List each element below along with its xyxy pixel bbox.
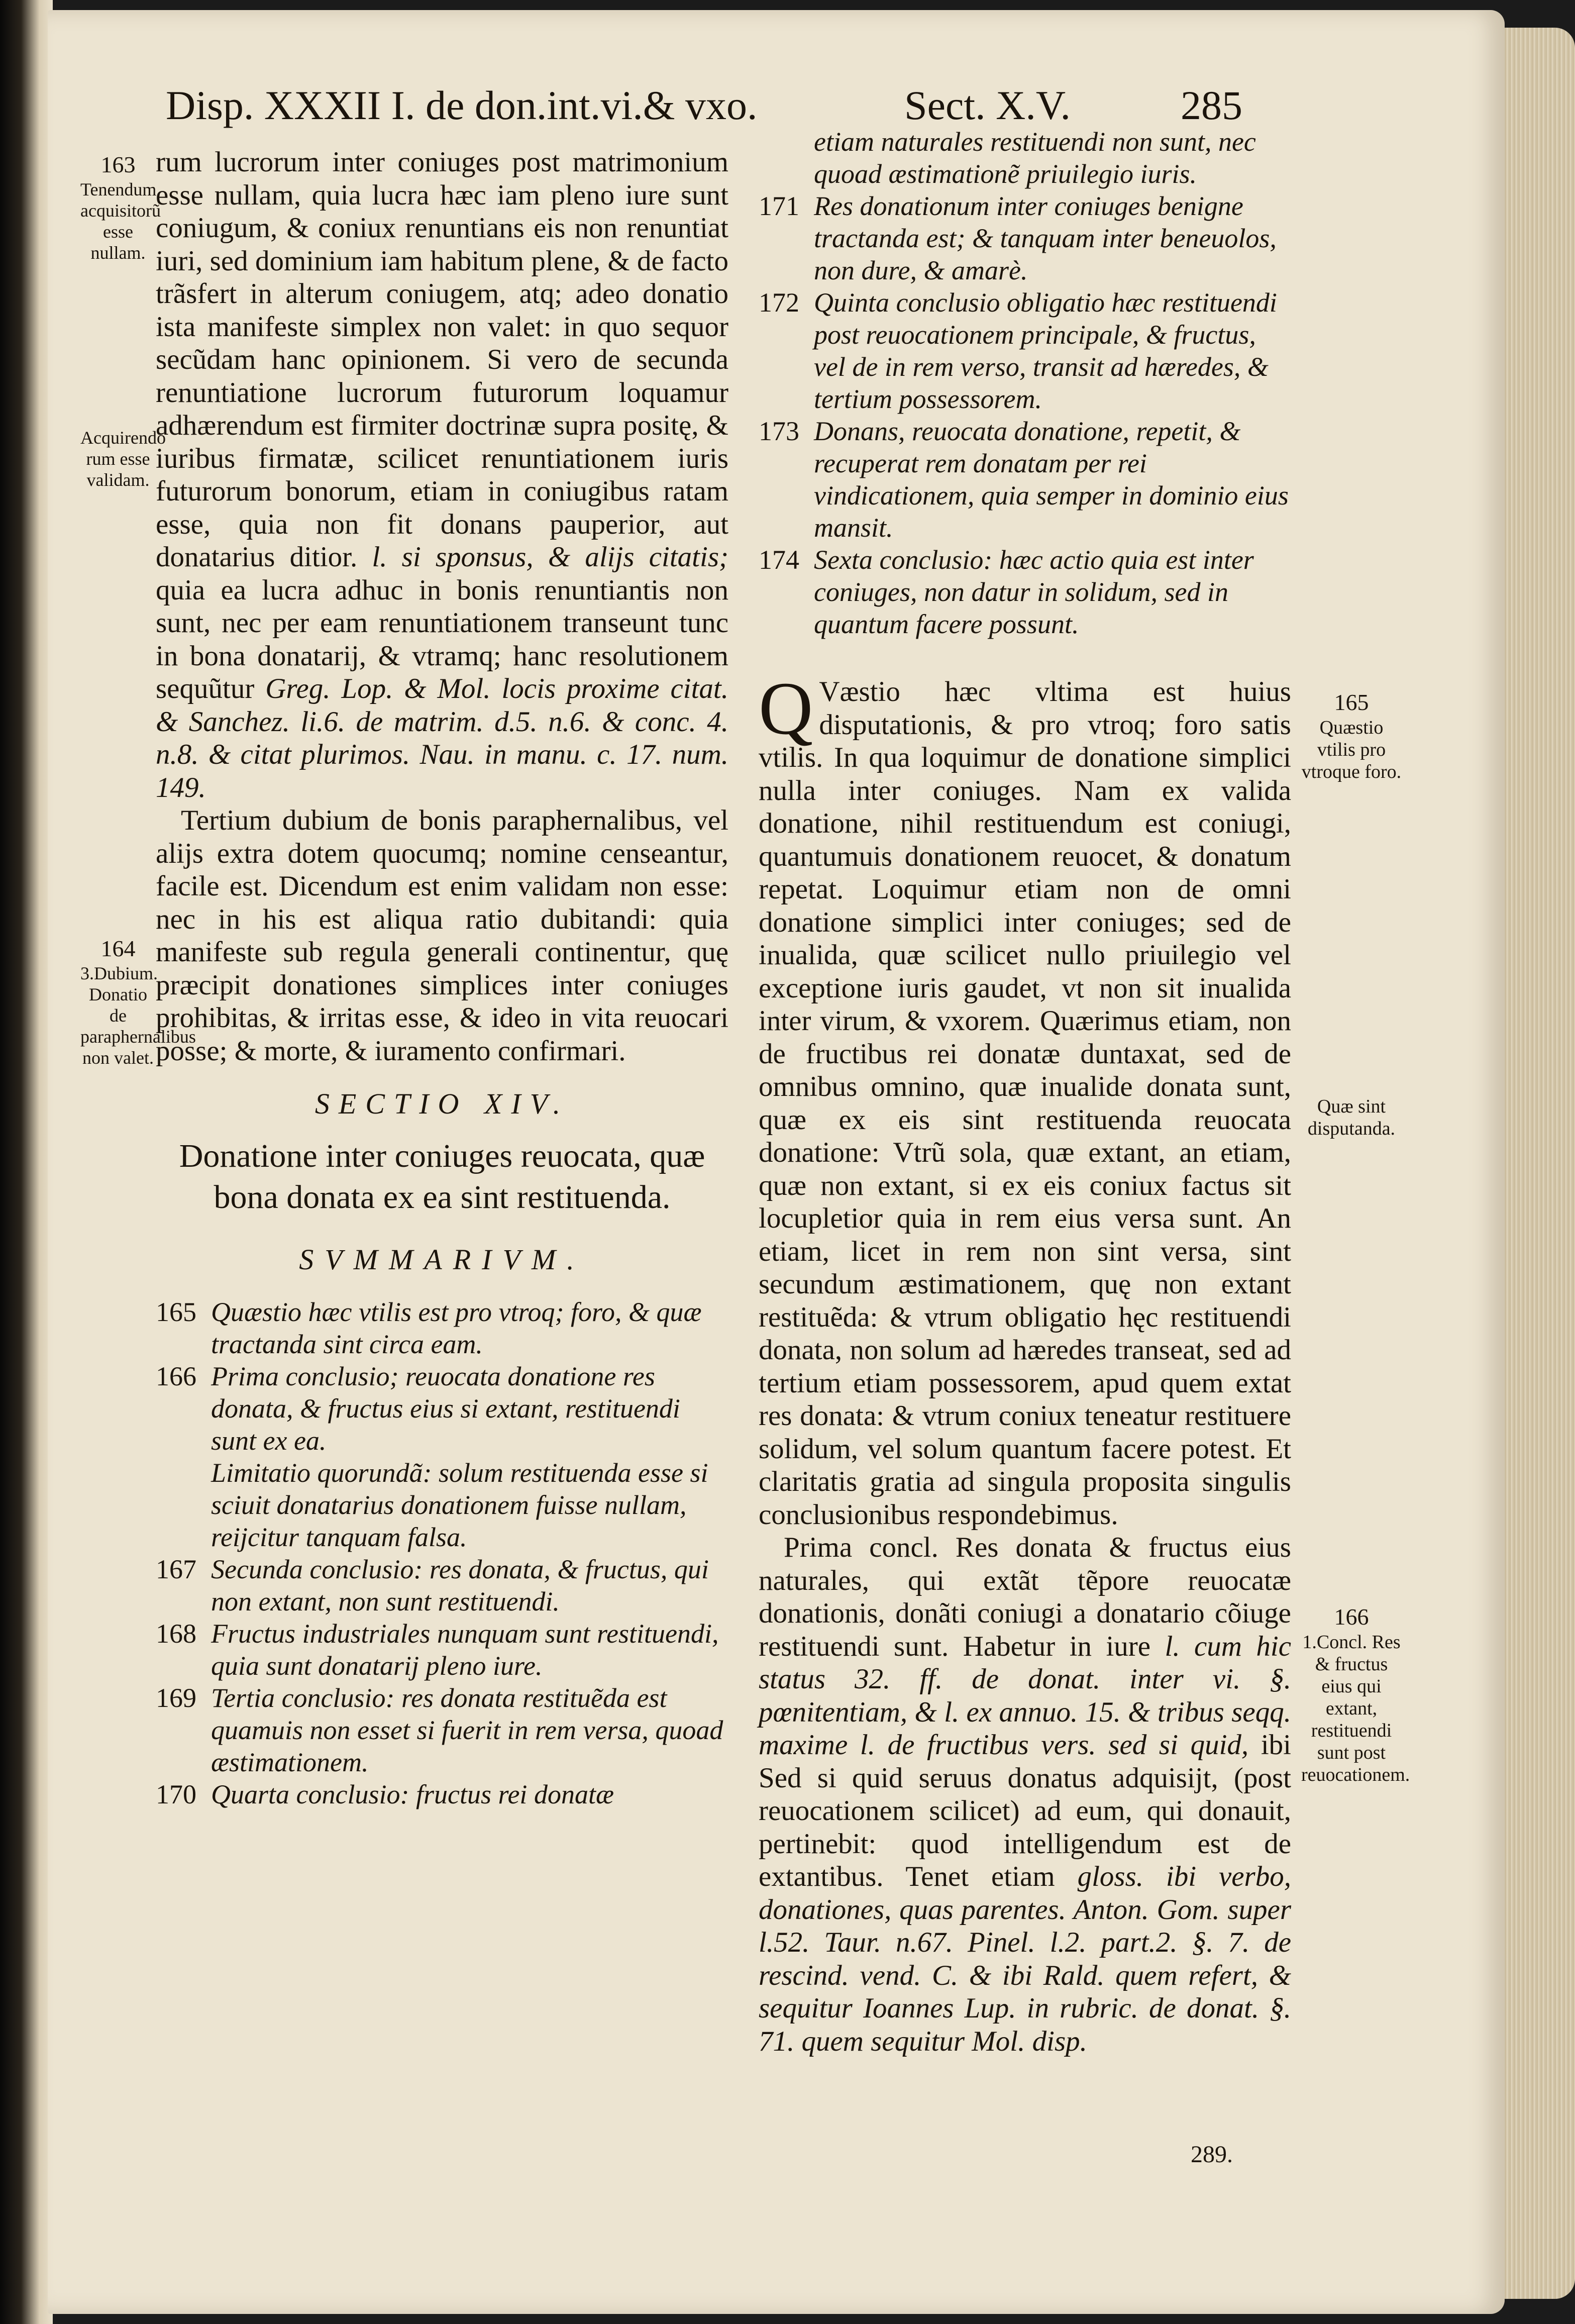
- paragraph-quaestio: Q Væstio hæc vltima est huius disputationis, & pro vtroq; foro satis vtilis. In qua loquimur de donatione simplici nulla inter coniuges. Nam ex valida donatione, nihil restituendum est coniugi, quantumuis donationem reuocet, & donatum repetat. Loquimur etiam non de omni donatione simplici inter coniuges; sed de inualida, quæ scilicet nullo priuilegio vel exceptione iuris gaudet, vt non sit inualida inter virum, & vxorem. Quærimus etiam, non de fructibus rei donatæ duntaxat, sed de omnibus omnino, quæ inualide donata sunt, quæ ex eis sint restituenda reuocata donatione: Vtrũ sola, quæ extant, an etiam, quæ non extant, si ex eis coniux factus sit locupletior quia in rem eius versa sunt. An etiam, licet in rem non sint versa, sint secundum æstimationem, quę non extant restituẽda: & vtrum obligatio hęc restituendi donata, non solum ad hæredes transeat, sed ad tertium etiam possessorem, apud quem extat res donata: & vtrum coniux teneatur restituere solidum, vel solum quantum facere potest. Et claritatis gratia ad singula proposita singulis conclusionibus respondebimus.: [759, 667, 1291, 1531]
- signature-mark: 289.: [1191, 2141, 1233, 2168]
- margin-note-166: 166 1.Concl. Res & fructus eius qui extant, restituendi sunt post reuocationem.: [1301, 1604, 1410, 1785]
- margin-note-165: 165 Quæstio vtilis pro vtroque foro.: [1301, 689, 1402, 782]
- paragraph-lucra: rum lucrorum inter coniuges post matrimonium esse nullam, quia lucra hæc iam pleno iure sunt coniugum, & coniux renuntians eis non renuntiat iuri, sed dominium iam habitum plene, & de facto trãsfert in alterum coniugem, atq; adeo donatio ista manifeste simplex non valet: in quo sequor secũdam hanc opinionem. Si vero de secunda renuntiatione lucrorum futurorum loquamur adhærendum est firmiter doctrinæ supra positę, & iuribus firmatæ, scilicet renuntiationem iuris futurorum bonorum, etiam in coniugibus ratam esse, quia non fit donans pauperior, aut donatarius ditior. l. si sponsus, & alijs citatis; quia ea lucra adhuc in bonis renuntiantis non sunt, nec per eam renuntiationem transeunt tunc in bona donatarij, & vtramq; hanc resolutionem sequũtur Greg. Lop. & Mol. locis proxime citat. & Sanchez. li.6. de matrim. d.5. n.6. & conc. 4. n.8. & citat plurimos. Nau. in manu. c. 17. num. 149.: [156, 146, 729, 803]
- summary-entry: Limitatio quorundã: solum restituenda esse si sciuit donatarius donationem fuisse nullam, reijcitur tanquam falsa.: [211, 1458, 708, 1552]
- summary-entry: 171 Res donationum inter coniuges benigne tractanda est; & tanquam inter beneuolos, non dure, & amarè.: [759, 191, 1277, 285]
- summary-entry: 174 Sexta conclusio: hæc actio quia est inter coniuges, non datur in solidum, sed in quantum facere possunt.: [759, 545, 1254, 639]
- summary-entry: 168 Fructus industriales nunquam sunt restituendi, quia sunt donatarij pleno iure.: [156, 1619, 719, 1681]
- summary-entry: 167 Secunda conclusio: res donata, & fructus, qui non extant, non sunt restituendi.: [156, 1554, 709, 1616]
- summary-entry: 165 Quæstio hæc vtilis est pro vtroq; foro, & quæ tractanda sint circa eam.: [156, 1297, 702, 1359]
- margin-note-164: 164 3.Dubium. Donatio de paraphernalibus non valet.: [80, 936, 196, 1068]
- summary-entry: 170 Quarta conclusio: fructus rei donatæ: [156, 1779, 614, 1809]
- summary-entry: 169 Tertia conclusio: res donata restituẽda est quamuis non esset si fuerit in rem versa, quoad æstimationem.: [156, 1683, 723, 1777]
- book-left-edge: [0, 0, 53, 2324]
- margin-note-disputanda: Quæ sint disputanda.: [1307, 1096, 1396, 1139]
- paragraph-tertium-dubium: Tertium dubium de bonis paraphernalibus, vel alijs extra dotem quocumq; nomine censeantur, facile est. Dicendum est enim validam non esse: nec in his est aliqua ratio dubitandi: quia manifeste sub regula generali continentur, quę præcipit donationes simplices inter coniuges prohibitas, & irritas esse, & ideo in vita reuocari posse; & morte, & iuramento confirmari.: [156, 804, 728, 1067]
- right-column: [759, 126, 1291, 2058]
- summarium-heading: SVMMARIVM.: [299, 1243, 585, 1276]
- section-title: Donatione inter coniuges reuocata, quæ bona donata ex ea sint restituenda.: [179, 1137, 705, 1216]
- summary-entry: 173 Donans, reuocata donatione, repetit, & recuperat rem donatam per rei vindicationem, quia semper in dominio eius mansit.: [759, 416, 1289, 543]
- left-column: [156, 146, 728, 1810]
- drop-cap: Q: [759, 667, 813, 750]
- page-number: 285: [1181, 82, 1242, 128]
- margin-note-163: 163 Tenendum acquisitorũ esse nullam.: [80, 152, 161, 263]
- summary-entry: 166 Prima conclusio; reuocata donatione res donata, & fructus eius si extant, restituendi sunt ex ea.: [156, 1361, 680, 1456]
- margin-note-acquirendo: Acquirendo rum esse validam.: [80, 428, 166, 490]
- summary-entry: 172 Quinta conclusio obligatio hæc restituendi post reuocationem principale, & fructus, vel de in rem verso, transit ad hæredes, & tertium possessorem.: [759, 287, 1277, 414]
- paragraph-prima-conclusio: Prima concl. Res donata & fructus eius naturales, qui extãt tẽpore reuocatæ donationis, donãti coniugi a donatario cõiuge restituendi sunt. Habetur in iure l. cum hic status 32. ff. de donat. inter vi. §. pœnitentiam, & l. ex annuo. 15. & tribus seqq. maxime l. de fructibus vers. sed si quid, ibi Sed si quid seruus donatus adquisijt, (post reuocationem scilicet) ad eum, qui donauit, pertinebit: quod intelligendum est de extantibus. Tenet etiam gloss. ibi verbo, donationes, quas parentes. Anton. Gom. super l.52. Taur. n.67. Pinel. l.2. part.2. §. 7. de rescind. vend. C. & ibi Rald. quem refert, & sequitur Ioannes Lup. in rubric. de donat. §. 71. quem sequitur Mol. disp.: [759, 1532, 1292, 2057]
- section-heading: SECTIO XIV.: [314, 1087, 570, 1120]
- summary-entry-continued: etiam naturales restituendi non sunt, nec quoad æstimationẽ priuilegio iuris.: [814, 127, 1256, 189]
- header-center: Sect. X.V.: [904, 82, 1071, 128]
- header-left: Disp. XXXII I. de don.int.vi.& vxo.: [166, 82, 758, 128]
